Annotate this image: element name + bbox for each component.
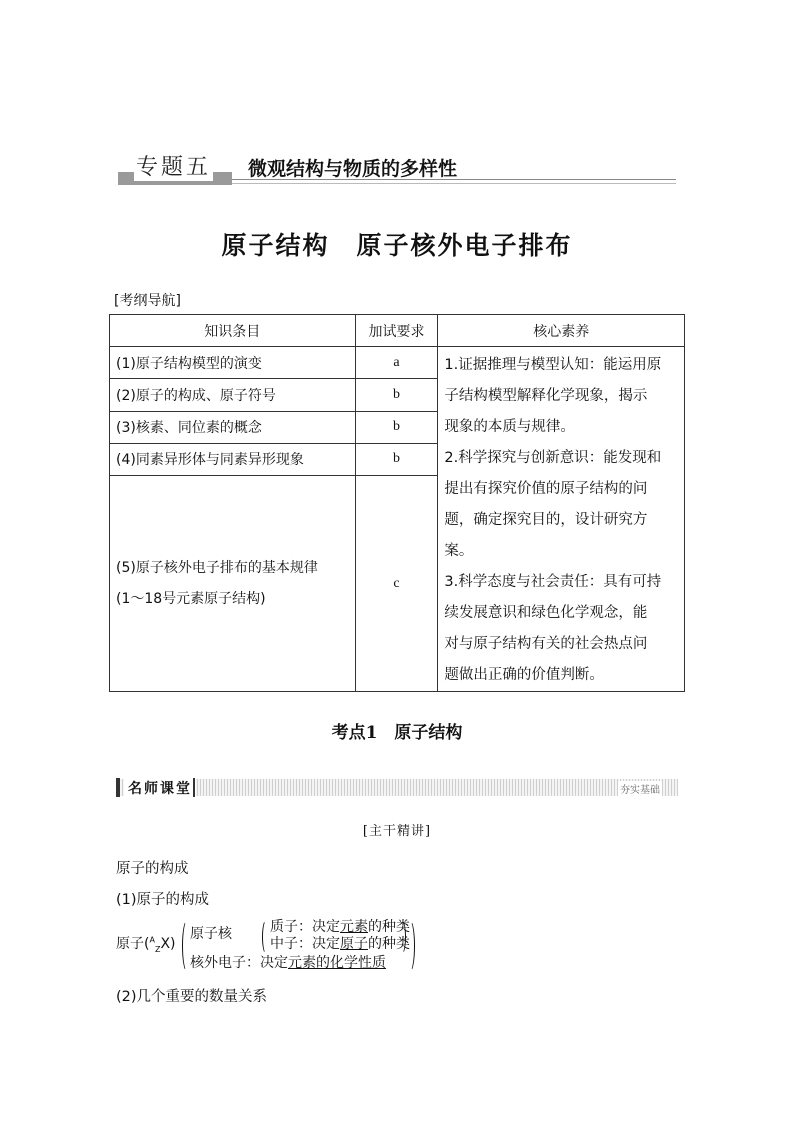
literacy-line: 续发展意识和绿色化学观念，能 (444, 605, 648, 621)
requirements-table (109, 314, 685, 692)
requirement-level: c (355, 476, 438, 692)
atom-symbol: 原子($^A_Z$X) (116, 935, 176, 954)
literacy-line: 对与原子结构有关的社会热点问 (444, 636, 648, 652)
chapter-rule-secondary (232, 183, 676, 184)
sub-section-label: [主干精讲] (362, 824, 432, 839)
knowledge-item: (4)同素异形体与同素异形现象 (110, 443, 356, 475)
knowledge-item (110, 476, 356, 692)
requirement-level: b (355, 379, 438, 411)
literacy-line: 子结构模型解释化学现象，揭示 (444, 388, 648, 404)
body-heading: 原子的构成 (116, 861, 189, 877)
keypoint-title: 考点1 原子结构 (331, 723, 463, 743)
atom-composition-formula (116, 918, 436, 976)
header-literacy: 核心素养 (438, 315, 685, 347)
knowledge-item-line: (5)原子核外电子排布的基本规律 (116, 559, 318, 576)
requirement-level: b (355, 443, 438, 475)
literacy-line: 案。 (444, 543, 474, 559)
table-row (110, 347, 685, 379)
section-strip (116, 779, 678, 796)
table-header-row (110, 315, 685, 347)
requirement-level: b (355, 411, 438, 443)
neutron-line: 中子：决定原子的种类 (270, 936, 410, 952)
requirement-level: a (355, 347, 438, 379)
section-label: 名师课堂 (124, 778, 196, 798)
header-knowledge: 知识条目 (110, 315, 356, 347)
header-requirement: 加试要求 (355, 315, 438, 347)
section-right-label: 夯实基础 (618, 781, 662, 796)
knowledge-item-line: (1～18号元素原子结构) (116, 590, 266, 607)
nucleus-label: 原子核 (190, 926, 232, 942)
knowledge-item: (1)原子结构模型的演变 (110, 347, 356, 379)
literacy-line: 现象的本质与规律。 (444, 419, 575, 435)
knowledge-item: (2)原子的构成、原子符号 (110, 379, 356, 411)
literacy-line: 2.科学探究与创新意识：能发现和 (444, 450, 662, 466)
section-strip-left-bar (116, 778, 120, 797)
body-item-2: (2)几个重要的数量关系 (116, 989, 268, 1005)
literacy-line: 题做出正确的价值判断。 (444, 667, 604, 683)
nucleus-left-brace (262, 920, 270, 954)
chapter-number: 专题五 (134, 150, 213, 181)
lesson-title: 原子结构 原子核外电子排布 (221, 231, 573, 260)
literacy-line: 提出有探究价值的原子结构的问 (444, 481, 648, 497)
guide-label: [考纲导航] (114, 293, 181, 309)
knowledge-item: (3)核素、同位素的概念 (110, 411, 356, 443)
literacy-line: 1.证据推理与模型认知：能运用原 (444, 357, 662, 373)
proton-line: 质子：决定元素的种类 (270, 919, 410, 935)
literacy-line: 题，确定探究目的，设计研究方 (444, 512, 648, 528)
electron-line: 核外电子：决定元素的化学性质 (190, 955, 386, 971)
chapter-title: 微观结构与物质的多样性 (248, 158, 458, 180)
body-item-1: (1)原子的构成 (116, 892, 210, 908)
section-strip-divider (193, 778, 195, 797)
literacy-line: 3.科学态度与社会责任：具有可持 (444, 574, 662, 590)
core-literacy-cell (438, 347, 685, 692)
